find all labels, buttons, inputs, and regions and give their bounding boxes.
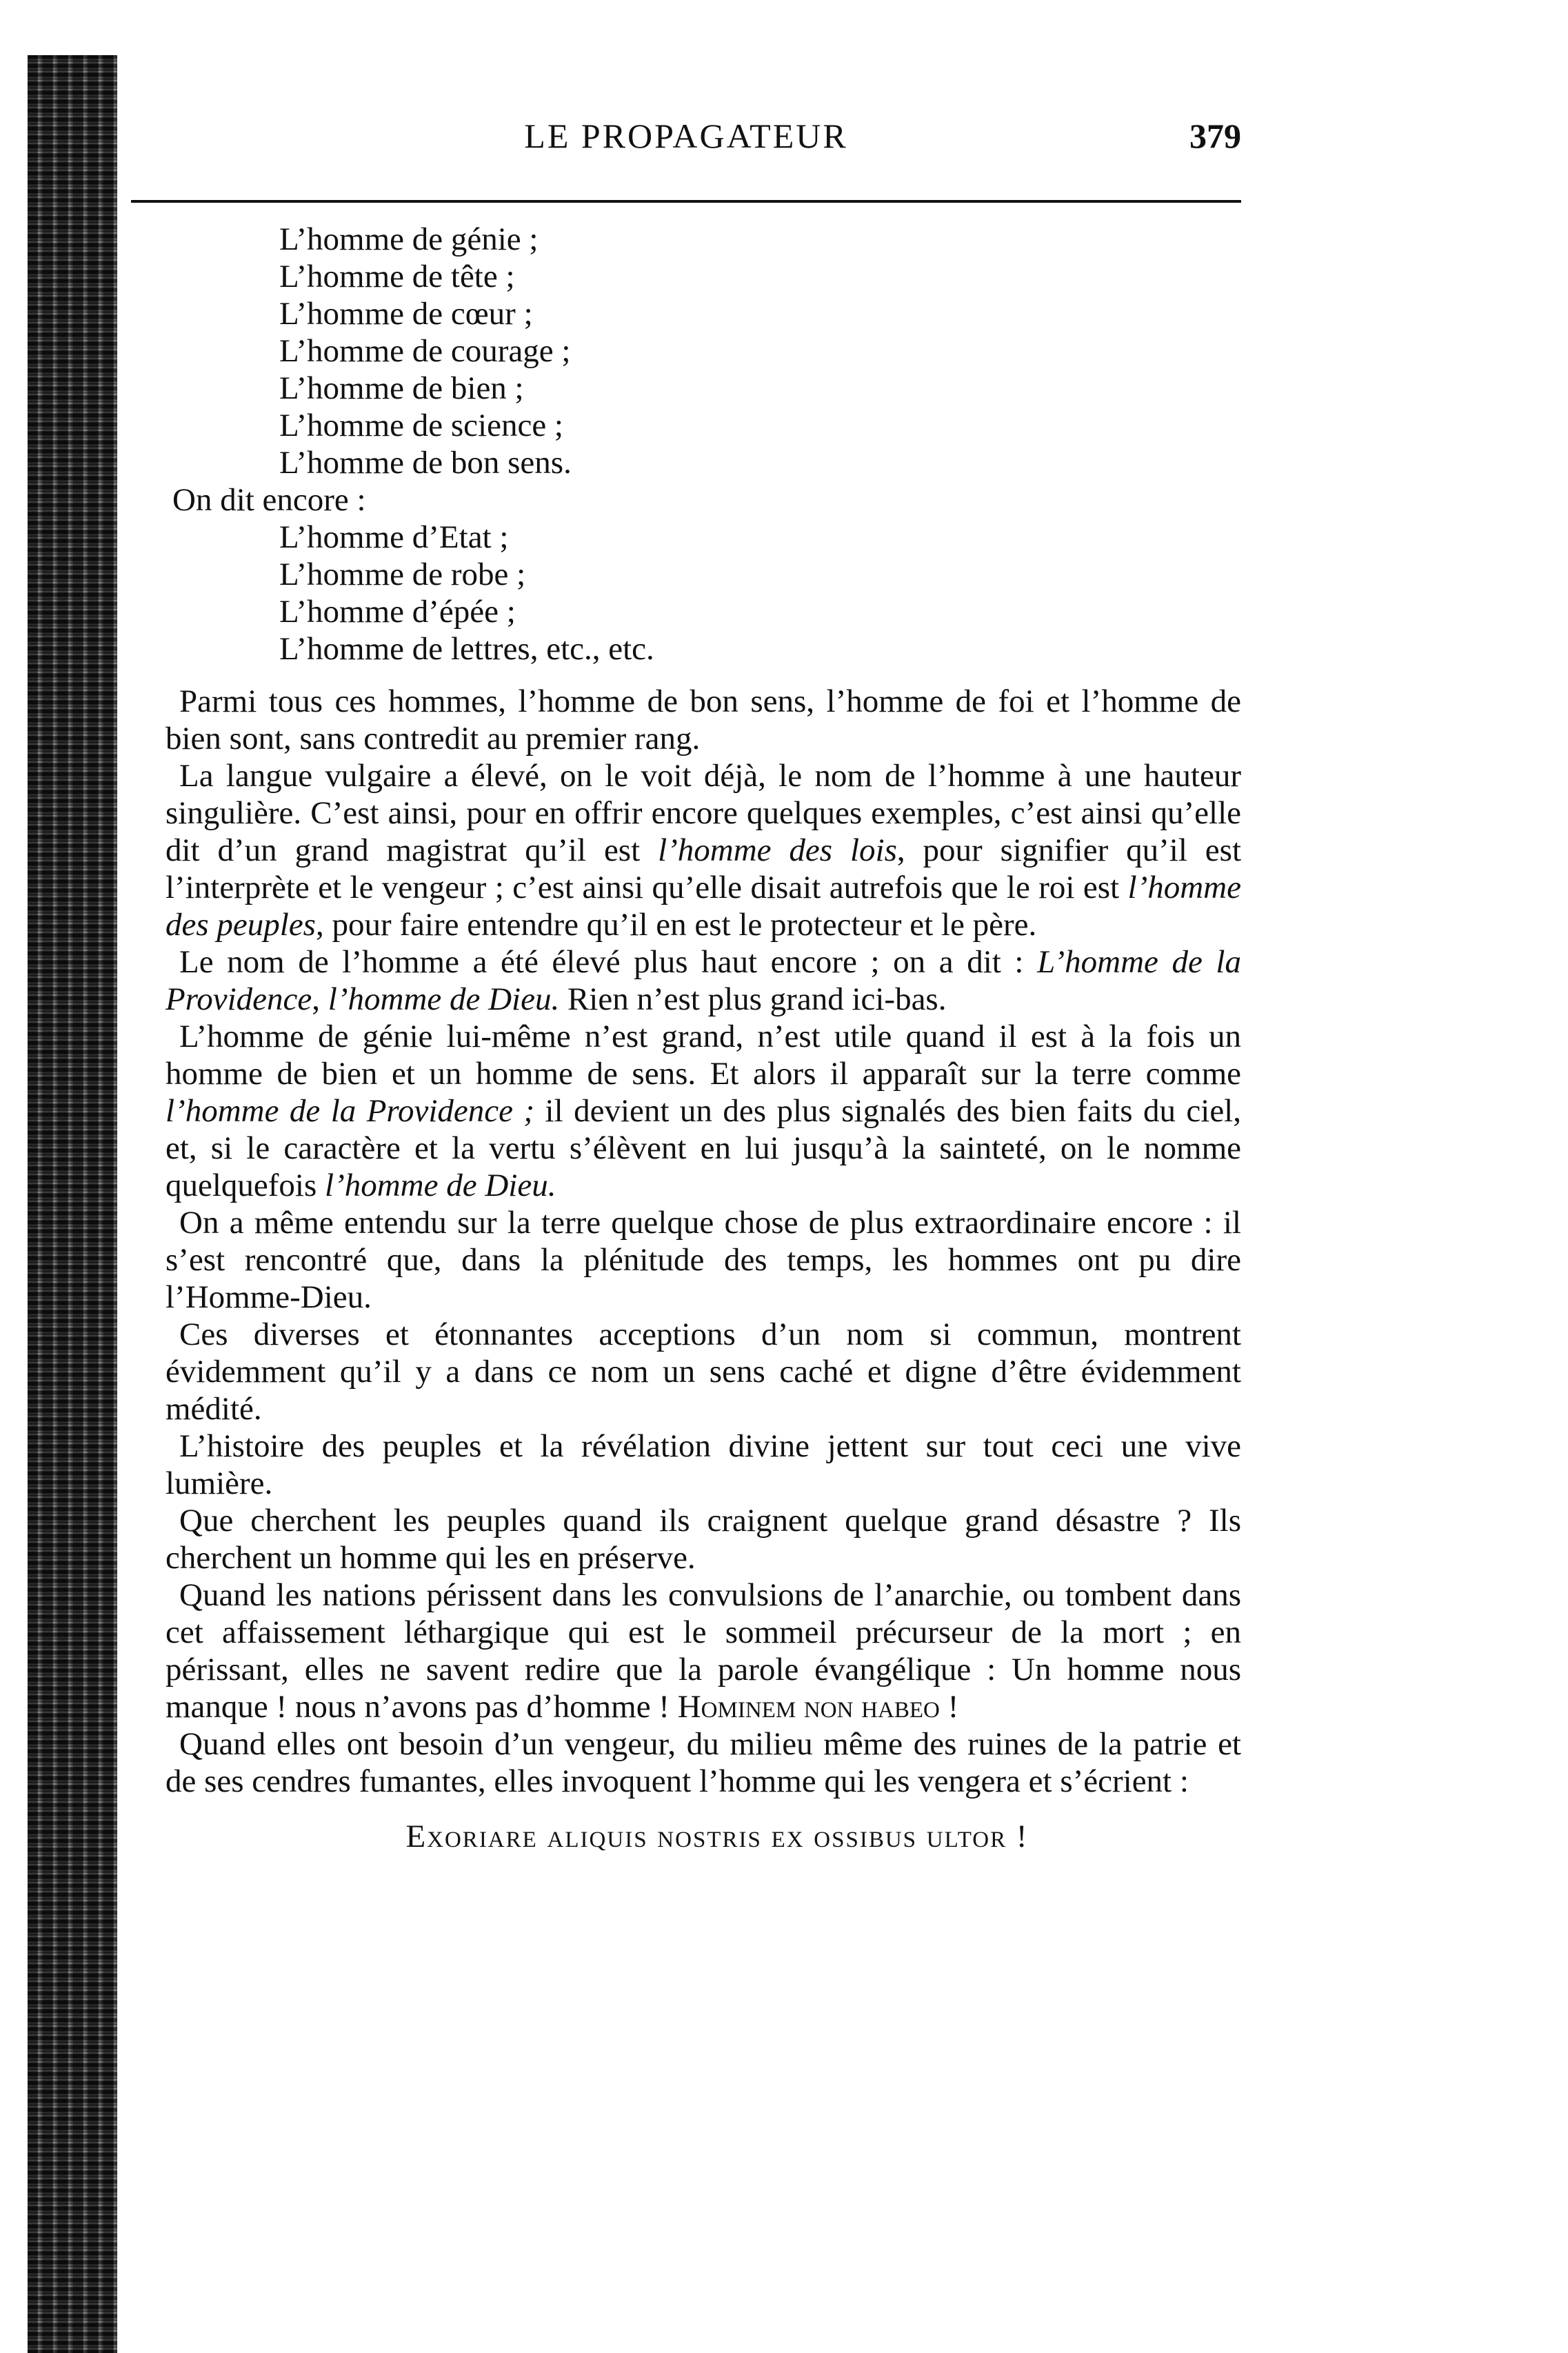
paragraph-3: Le nom de l’homme a été élevé plus haut encore ; on a dit : L’homme de la Providence, l’homme de Dieu. Rien n’est plus grand ici-bas. [165,944,1241,1017]
list-item: L’homme de bon sens. [279,445,572,481]
paragraph-9: Quand les nations périssent dans les convulsions de l’anarchie, ou tombent dans cet affaissement léthargique qui est le sommeil précurseur de la mort ; en périssant, elles ne savent redire que la parole évangélique : Un homme nous manque ! nous n’avons pas d’homme ! Hominem non habeo ! [165,1577,1241,1725]
list-item: L’homme de courage ; [279,333,571,369]
list-item: L’homme de cœur ; [279,296,533,332]
closing-quote: Exoriare aliquis nostris ex ossibus ultor ! [405,1819,1029,1854]
running-title: LE PROPAGATEUR [524,117,848,155]
paragraph-4: L’homme de génie lui-même n’est grand, n’est utile quand il est à la fois un homme de bien et un homme de sens. Et alors il apparaît sur la terre comme l’homme de la Providence ; il devient un des plus signalés des bien faits du ciel, et, si le caractère et la vertu s’élèvent en lui jusqu’à la sainteté, on le nomme quelquefois l’homme de Dieu. [165,1019,1241,1203]
list-item: L’homme de bien ; [279,370,524,406]
page-number: 379 [1189,117,1241,155]
paragraph-6: Ces diverses et étonnantes acceptions d’un nom si commun, montrent évidemment qu’il y a dans ce nom un sens caché et digne d’être évidemment médité. [165,1316,1241,1427]
paragraph-5: On a même entendu sur la terre quelque chose de plus extraordinaire encore : il s’est rencontré que, dans la plénitude des temps, les hommes ont pu dire l’Homme-Dieu. [165,1205,1241,1315]
list-item: L’homme de lettres, etc., etc. [279,631,654,667]
paragraph-2: La langue vulgaire a élevé, on le voit déjà, le nom de l’homme à une hauteur singulière. C’est ainsi, pour en offrir encore quelques exemples, c’est ainsi qu’elle dit d’un grand magistrat qu’il est l’homme des lois, pour signifier qu’il est l’interprète et le vengeur ; c’est ainsi qu’elle disait autrefois que le roi est l’homme des peuples, pour faire entendre qu’il en est le protecteur et le père. [165,758,1242,943]
paragraph-8: Que cherchent les peuples quand ils craignent quelque grand désastre ? Ils cherchent un homme qui les en préserve. [165,1503,1241,1576]
list-item: L’homme de génie ; [279,221,539,257]
paragraph-1: Parmi tous ces hommes, l’homme de bon sens, l’homme de foi et l’homme de bien sont, sans contredit au premier rang. [165,683,1241,757]
paragraph-7: L’histoire des peuples et la révélation divine jettent sur tout ceci une vive lumière. [165,1428,1241,1501]
header-rule [131,200,1241,203]
list-intro: On dit encore : [172,482,366,518]
list-item: L’homme d’Etat ; [279,519,509,555]
paragraph-10: Quand elles ont besoin d’un vengeur, du milieu même des ruines de la patrie et de ses cendres fumantes, elles invoquent l’homme qui les vengera et s’écrient : [165,1726,1241,1799]
list-item: L’homme de tête ; [279,259,515,294]
book-binding-edge [28,55,117,2353]
list-item: L’homme de science ; [279,408,563,443]
list-item: L’homme de robe ; [279,557,526,592]
page-header [131,116,1241,164]
list-item: L’homme d’épée ; [279,594,516,630]
body-text [165,221,1241,1855]
